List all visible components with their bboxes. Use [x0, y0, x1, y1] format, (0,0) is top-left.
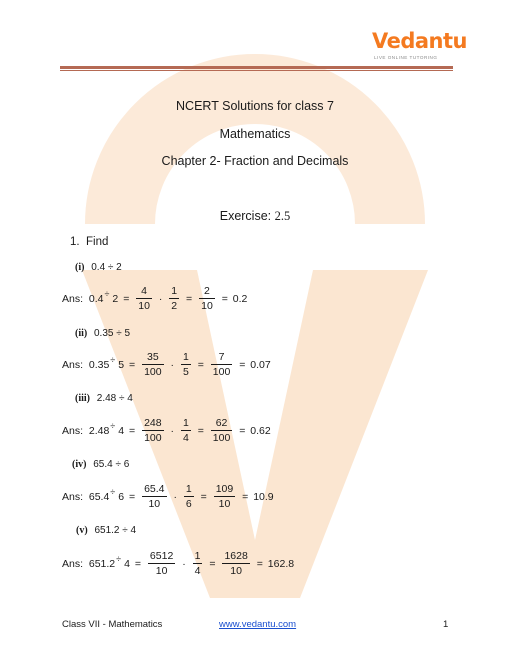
fraction: $\frac{1}{6}$	[185, 483, 192, 510]
answer-result: 162.8	[267, 557, 295, 570]
part-label: (i)	[75, 262, 85, 273]
fraction: $\frac{4}{10}$	[138, 285, 150, 312]
question-number: 1.	[70, 236, 80, 248]
exercise-label: Exercise:	[219, 209, 272, 223]
answer-prefix: Ans:	[62, 358, 84, 371]
equals-sign: =	[200, 490, 207, 503]
part-label: (iii)	[75, 393, 90, 404]
logo-tagline: LIVE ONLINE TUTORING	[374, 55, 438, 60]
fraction: $\frac{35}{100}$	[144, 351, 162, 378]
times-sign: ·	[182, 557, 186, 570]
answer-prefix: Ans:	[62, 557, 84, 570]
fraction: $\frac{1}{5}$	[182, 351, 189, 378]
equals-sign: =	[134, 557, 141, 570]
answer-prefix: Ans:	[62, 292, 84, 305]
answer-divisor: 4	[124, 557, 130, 570]
equals-sign: =	[239, 424, 246, 437]
vedantu-logo	[372, 29, 482, 65]
answer-lhs: 2.48	[88, 424, 110, 437]
times-sign: ·	[170, 358, 175, 371]
divide-sign: ÷	[110, 354, 116, 365]
answer-prefix: Ans:	[62, 424, 84, 437]
answer-lhs: 0.4	[88, 292, 104, 305]
part-expression: 0.35 ÷ 5	[94, 328, 131, 339]
answer-lhs: 0.35	[88, 358, 110, 371]
answer-result: 10.9	[253, 490, 274, 503]
equals-sign: =	[197, 358, 204, 371]
times-sign: ·	[173, 490, 177, 503]
part-label: (ii)	[75, 328, 88, 339]
page-number: 1	[443, 619, 449, 630]
fraction: $\frac{1628}{10}$	[224, 550, 248, 577]
part-label: (v)	[76, 525, 88, 536]
subject-title: Mathematics	[219, 127, 291, 141]
exercise-number: 2.5	[274, 209, 291, 223]
answer-divisor: 6	[118, 490, 125, 503]
times-sign: ·	[158, 292, 163, 305]
equals-sign: =	[123, 292, 130, 305]
document-title: NCERT Solutions for class 7	[176, 99, 334, 113]
part-expression: 651.2 ÷ 4	[94, 525, 137, 536]
fraction: $\frac{7}{100}$	[212, 351, 231, 378]
answer-result: 0.07	[250, 358, 271, 371]
part-i-answer	[62, 285, 247, 315]
question-text: Find	[85, 236, 109, 248]
fraction: $\frac{65.4}{10}$	[144, 483, 165, 510]
divide-sign: ÷	[110, 486, 116, 497]
part-iii-answer	[62, 417, 271, 447]
header-rule-thin	[60, 70, 453, 71]
equals-sign: =	[256, 557, 263, 570]
part-v-answer	[62, 550, 294, 580]
fraction: $\frac{1}{2}$	[171, 285, 178, 312]
logo-wordmark: Vedantu	[372, 29, 467, 53]
part-ii-question	[75, 328, 130, 340]
part-iii-question	[75, 393, 133, 405]
fraction: $\frac{248}{100}$	[144, 417, 162, 444]
header-rule-thick	[60, 66, 453, 69]
chapter-title: Chapter 2- Fraction and Decimals	[161, 154, 349, 168]
part-v-question	[76, 525, 136, 537]
part-label: (iv)	[72, 459, 87, 470]
part-expression: 65.4 ÷ 6	[93, 459, 130, 470]
fraction: $\frac{2}{10}$	[201, 285, 213, 312]
answer-divisor: 2	[112, 292, 119, 305]
answer-divisor: 4	[118, 424, 125, 437]
equals-sign: =	[186, 292, 193, 305]
answer-prefix: Ans:	[62, 490, 84, 503]
fraction: $\frac{109}{10}$	[215, 483, 234, 510]
answer-result: 0.2	[232, 292, 248, 305]
part-iv-answer	[62, 483, 274, 513]
part-i-question	[75, 262, 122, 274]
question-1	[70, 235, 108, 249]
part-iv-question	[72, 459, 129, 471]
fraction: $\frac{62}{100}$	[212, 417, 231, 444]
divide-sign: ÷	[110, 420, 116, 431]
answer-divisor: 5	[118, 358, 125, 371]
equals-sign: =	[242, 490, 249, 503]
divide-sign: ÷	[116, 553, 122, 564]
fraction: $\frac{1}{4}$	[182, 417, 189, 444]
part-ii-answer	[62, 351, 271, 381]
equals-sign: =	[239, 358, 246, 371]
exercise-heading	[0, 209, 510, 224]
equals-sign: =	[129, 490, 136, 503]
divide-sign: ÷	[104, 288, 110, 299]
fraction: $\frac{1}{4}$	[194, 550, 201, 577]
answer-result: 0.62	[250, 424, 271, 437]
footer-class-label: Class VII - Mathematics	[62, 619, 163, 630]
answer-lhs: 651.2	[88, 557, 116, 570]
times-sign: ·	[170, 424, 175, 437]
equals-sign: =	[209, 557, 216, 570]
fraction: $\frac{6512}{10}$	[149, 550, 174, 577]
footer-website-link[interactable]: www.vedantu.com	[219, 619, 297, 630]
equals-sign: =	[129, 358, 136, 371]
equals-sign: =	[221, 292, 228, 305]
equals-sign: =	[129, 424, 136, 437]
part-expression: 0.4 ÷ 2	[91, 262, 122, 273]
answer-lhs: 65.4	[88, 490, 110, 503]
part-expression: 2.48 ÷ 4	[96, 393, 133, 404]
equals-sign: =	[197, 424, 204, 437]
